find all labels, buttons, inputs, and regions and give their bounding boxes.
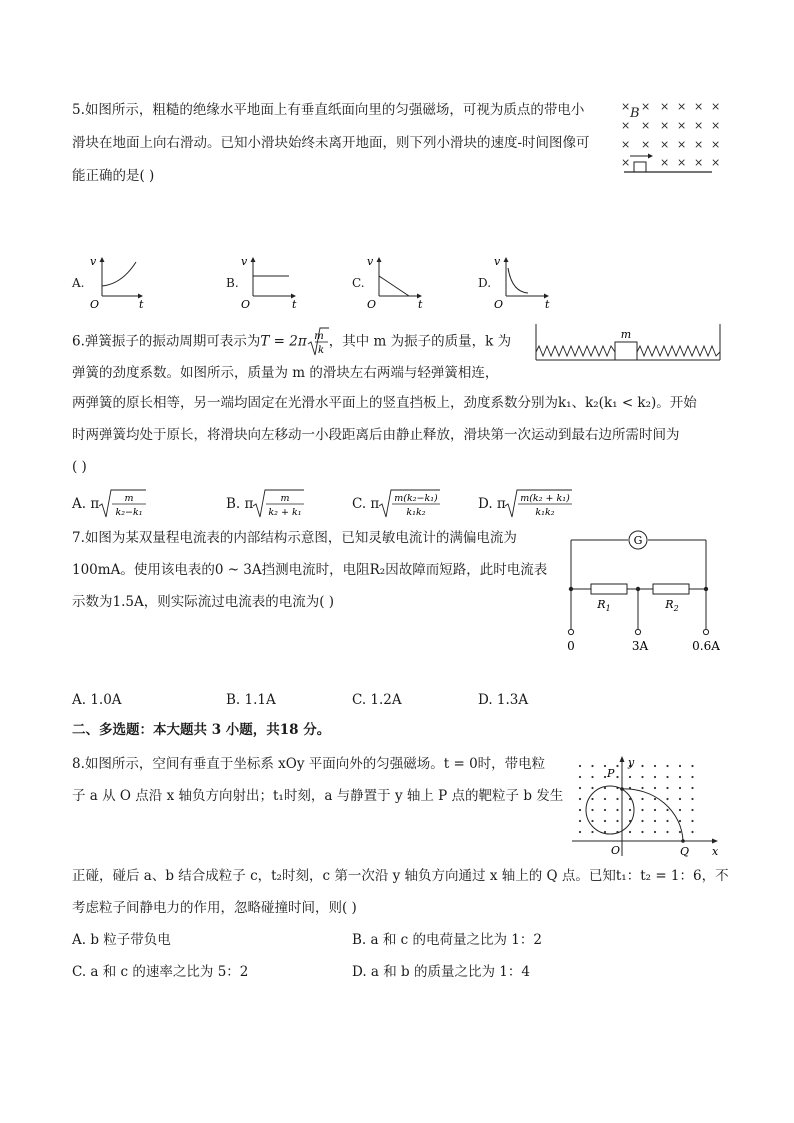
field-dot bbox=[666, 787, 668, 789]
right-spring bbox=[637, 346, 720, 356]
field-dot bbox=[591, 798, 593, 800]
q7-option-b[interactable]: B. 1.1A bbox=[226, 692, 276, 708]
field-dot bbox=[654, 820, 656, 822]
field-dot bbox=[616, 820, 618, 822]
q5-graph-b[interactable] bbox=[239, 256, 303, 310]
field-dot bbox=[691, 787, 693, 789]
point-p-label: P bbox=[607, 767, 615, 780]
field-dot bbox=[679, 809, 681, 811]
svg-text:v: v bbox=[367, 255, 374, 268]
field-dot bbox=[641, 776, 643, 778]
field-cross: × bbox=[694, 100, 704, 113]
q8-text-line-4: 考虑粒子间静电力的作用，忽略碰撞时间，则( ) bbox=[72, 900, 357, 916]
svg-text:m: m bbox=[280, 493, 290, 504]
field-dot bbox=[691, 820, 693, 822]
field-dot bbox=[679, 765, 681, 767]
field-dot bbox=[641, 787, 643, 789]
terminal-0-6a bbox=[703, 629, 708, 634]
q8-trajectory-figure bbox=[570, 756, 724, 860]
q6-sqrt-formula bbox=[307, 326, 329, 358]
field-dot bbox=[666, 776, 668, 778]
svg-text:k: k bbox=[317, 345, 324, 356]
field-dot bbox=[666, 831, 668, 833]
svg-text:k₁k₂: k₁k₂ bbox=[535, 507, 555, 518]
svg-text:m(k₂−k₁): m(k₂−k₁) bbox=[394, 493, 438, 504]
q8-option-c[interactable]: C. a 和 c 的速率之比为 5：2 bbox=[72, 964, 249, 980]
field-dot bbox=[591, 831, 593, 833]
field-dot bbox=[616, 809, 618, 811]
mass-label: m bbox=[620, 328, 632, 341]
q5-text-line-3: 能正确的是( ) bbox=[72, 168, 155, 184]
field-dot bbox=[679, 798, 681, 800]
field-dot bbox=[629, 776, 631, 778]
svg-text:k₂ + k₁: k₂ + k₁ bbox=[268, 507, 302, 518]
field-dot bbox=[616, 798, 618, 800]
field-dot bbox=[579, 776, 581, 778]
field-dot bbox=[641, 831, 643, 833]
field-dot bbox=[629, 809, 631, 811]
field-dot bbox=[591, 765, 593, 767]
field-cross: × bbox=[677, 156, 687, 169]
field-dot bbox=[654, 809, 656, 811]
field-dot bbox=[604, 809, 606, 811]
field-cross: × bbox=[660, 138, 670, 151]
field-dot bbox=[691, 809, 693, 811]
field-dot bbox=[654, 776, 656, 778]
field-dot bbox=[654, 831, 656, 833]
field-cross: × bbox=[621, 156, 631, 169]
q5-option-a-label[interactable]: A. bbox=[72, 276, 85, 290]
field-cross: × bbox=[694, 138, 704, 151]
field-dot bbox=[616, 776, 618, 778]
terminal-3a-label: 3A bbox=[631, 639, 649, 653]
field-dot bbox=[616, 765, 618, 767]
field-dot bbox=[641, 809, 643, 811]
q7-option-d[interactable]: D. 1.3A bbox=[478, 692, 529, 708]
q8-option-b[interactable]: B. a 和 c 的电荷量之比为 1：2 bbox=[352, 932, 542, 948]
q8-text-line-1: 8.如图所示，空间有垂直于坐标系 xOy 平面向外的匀强磁场。t = 0时，带电粒 bbox=[72, 756, 546, 772]
q5-text-line-1: 5.如图所示，粗糙的绝缘水平地面上有垂直纸面向里的匀强磁场，可视为质点的带电小 bbox=[72, 102, 585, 118]
q5-graph-c[interactable] bbox=[365, 256, 429, 310]
field-dot bbox=[691, 831, 693, 833]
field-dot bbox=[654, 765, 656, 767]
field-cross: × bbox=[621, 100, 631, 113]
field-cross: × bbox=[660, 119, 670, 132]
svg-text:v: v bbox=[241, 255, 248, 268]
point-q-dot bbox=[681, 839, 685, 843]
svg-text:t: t bbox=[545, 298, 550, 311]
svg-text:O: O bbox=[90, 298, 100, 311]
q5-text-line-2: 滑块在地面上向右滑动。已知小滑块始终未离开地面，则下列小滑块的速度-时间图像可 bbox=[72, 135, 590, 151]
svg-text:O: O bbox=[367, 298, 377, 311]
q6-text-line-3: 两弹簧的原长相等，另一端均固定在光滑水平面上的竖直挡板上，劲度系数分别为k₁、k₂(k₁ < k₂)。开始 bbox=[72, 395, 697, 411]
field-dot bbox=[591, 820, 593, 822]
svg-text:k₂−k₁: k₂−k₁ bbox=[115, 507, 143, 518]
field-dot bbox=[604, 765, 606, 767]
linear-decrease-line bbox=[379, 276, 409, 296]
field-dot bbox=[591, 776, 593, 778]
y-axis-label: y bbox=[628, 756, 635, 769]
svg-text:t: t bbox=[292, 298, 297, 311]
field-dot bbox=[604, 776, 606, 778]
field-cross: × bbox=[641, 119, 651, 132]
trajectory-arc-c bbox=[622, 789, 683, 841]
field-dot bbox=[604, 820, 606, 822]
point-q-label: Q bbox=[680, 845, 690, 858]
q5-graph-d[interactable] bbox=[492, 256, 556, 310]
q8-text-line-3: 正碰，碰后 a、b 结合成粒子 c，t₂时刻，c 第一次沿 y 轴负方向通过 x 轴上的 Q 点。已知t₁：t₂ = 1：6，不 bbox=[72, 868, 729, 884]
curve-decreasing bbox=[508, 268, 528, 293]
q6-spring-figure bbox=[532, 322, 726, 366]
field-dot bbox=[579, 787, 581, 789]
field-cross: × bbox=[711, 138, 721, 151]
resistor-r2 bbox=[653, 584, 689, 594]
q5-option-b-label[interactable]: B. bbox=[226, 276, 239, 290]
q5-option-d-label[interactable]: D. bbox=[478, 276, 492, 290]
field-dot bbox=[691, 798, 693, 800]
section-heading: 二、多选题：本大题共 3 小题，共18 分。 bbox=[72, 722, 331, 738]
q8-text-line-2: 子 a 从 O 点沿 x 轴负方向射出；t₁时刻，a 与静置于 y 轴上 P 点的靶粒子 b 发生 bbox=[72, 788, 564, 804]
field-cross: × bbox=[694, 156, 704, 169]
field-cross: × bbox=[621, 138, 631, 151]
field-dot bbox=[666, 765, 668, 767]
svg-text:v: v bbox=[90, 255, 97, 268]
svg-text:O: O bbox=[494, 298, 504, 311]
field-cross: × bbox=[660, 156, 670, 169]
svg-text:t: t bbox=[139, 298, 144, 311]
field-cross: × bbox=[677, 119, 687, 132]
terminal-0-6a-label: 0.6A bbox=[692, 639, 720, 653]
field-dot bbox=[579, 820, 581, 822]
field-dot bbox=[679, 787, 681, 789]
field-dot bbox=[666, 809, 668, 811]
q6-text-line-5: ( ) bbox=[72, 459, 87, 475]
left-spring bbox=[536, 346, 615, 356]
svg-text:m(k₂ + k₁): m(k₂ + k₁) bbox=[520, 493, 570, 504]
field-dot bbox=[679, 820, 681, 822]
field-dot bbox=[591, 809, 593, 811]
svg-text:v: v bbox=[494, 255, 501, 268]
point-p-dot bbox=[620, 787, 624, 791]
point-o-label: O bbox=[611, 844, 621, 857]
field-cross: × bbox=[641, 100, 651, 113]
field-dot bbox=[666, 820, 668, 822]
field-dot bbox=[679, 831, 681, 833]
q8-option-d[interactable]: D. a 和 b 的质量之比为 1：4 bbox=[352, 964, 530, 980]
q6-text-line-2: 弹簧的劲度系数。如图所示，质量为 m 的滑块左右两端与轻弹簧相连， bbox=[72, 365, 499, 381]
field-dot bbox=[604, 831, 606, 833]
q7-text-line-2: 100mA。使用该电表的0 ~ 3A挡测电流时，电阻R₂因故障而短路，此时电流表 bbox=[72, 562, 548, 578]
terminal-0 bbox=[568, 629, 573, 634]
svg-text:k₁k₂: k₁k₂ bbox=[406, 507, 426, 518]
field-dot bbox=[579, 809, 581, 811]
q7-text-line-1: 7.如图为某双量程电流表的内部结构示意图，已知灵敏电流计的满偏电流为 bbox=[72, 530, 517, 546]
resistor-r1 bbox=[591, 584, 627, 594]
field-dot bbox=[641, 798, 643, 800]
svg-text:m: m bbox=[124, 493, 134, 504]
field-cross: × bbox=[677, 100, 687, 113]
field-cross: × bbox=[711, 156, 721, 169]
field-cross: × bbox=[711, 100, 721, 113]
field-cross: × bbox=[711, 119, 721, 132]
r1-label: $R_1$ bbox=[597, 598, 611, 613]
field-dot bbox=[591, 787, 593, 789]
q6-text-line-4: 时两弹簧均处于原长，将滑块向左移动一小段距离后由静止释放，滑块第一次运动到最右边所需时间为 bbox=[72, 427, 680, 443]
field-dot bbox=[641, 820, 643, 822]
field-cross: × bbox=[660, 100, 670, 113]
field-dot bbox=[629, 831, 631, 833]
field-dot bbox=[666, 798, 668, 800]
field-cross: × bbox=[677, 138, 687, 151]
r2-label: $R_2$ bbox=[665, 598, 679, 613]
terminal-0-label: 0 bbox=[567, 639, 575, 653]
svg-text:m: m bbox=[314, 331, 324, 342]
q6-text-line-1: 6.弹簧振子的振动周期可表示为T = 2π m k ，其中 m 为振子的质量，k 为 bbox=[72, 326, 511, 358]
field-dot bbox=[691, 776, 693, 778]
field-label-b: B bbox=[630, 106, 640, 121]
q5-option-c-label[interactable]: C. bbox=[352, 276, 365, 290]
field-dot bbox=[579, 831, 581, 833]
velocity-arrow-head bbox=[648, 154, 653, 159]
svg-text:t: t bbox=[418, 298, 423, 311]
field-cross: × bbox=[621, 119, 631, 132]
field-dot bbox=[604, 798, 606, 800]
galvanometer-label: G bbox=[633, 534, 643, 547]
terminal-3a bbox=[635, 629, 640, 634]
mass-block bbox=[615, 342, 637, 360]
q5-graph-a[interactable] bbox=[86, 256, 150, 310]
field-dot bbox=[579, 765, 581, 767]
curve-increasing bbox=[102, 262, 136, 286]
q5-field-figure bbox=[616, 98, 726, 178]
q7-circuit-figure bbox=[562, 528, 732, 656]
q8-option-a[interactable]: A. b 粒子带负电 bbox=[72, 932, 171, 948]
q7-text-line-3: 示数为1.5A，则实际流过电流表的电流为( ) bbox=[72, 594, 335, 610]
field-dot bbox=[654, 798, 656, 800]
field-cross: × bbox=[694, 119, 704, 132]
field-dot bbox=[691, 765, 693, 767]
field-dot bbox=[641, 765, 643, 767]
svg-text:O: O bbox=[241, 298, 251, 311]
field-dot bbox=[679, 776, 681, 778]
field-dot bbox=[654, 787, 656, 789]
field-cross: × bbox=[641, 138, 651, 151]
x-axis-label: x bbox=[712, 845, 719, 858]
q7-option-c[interactable]: C. 1.2A bbox=[352, 692, 402, 708]
field-dot bbox=[604, 787, 606, 789]
field-dot bbox=[579, 798, 581, 800]
slider-block bbox=[634, 162, 646, 172]
q7-option-a[interactable]: A. 1.0A bbox=[72, 692, 122, 708]
